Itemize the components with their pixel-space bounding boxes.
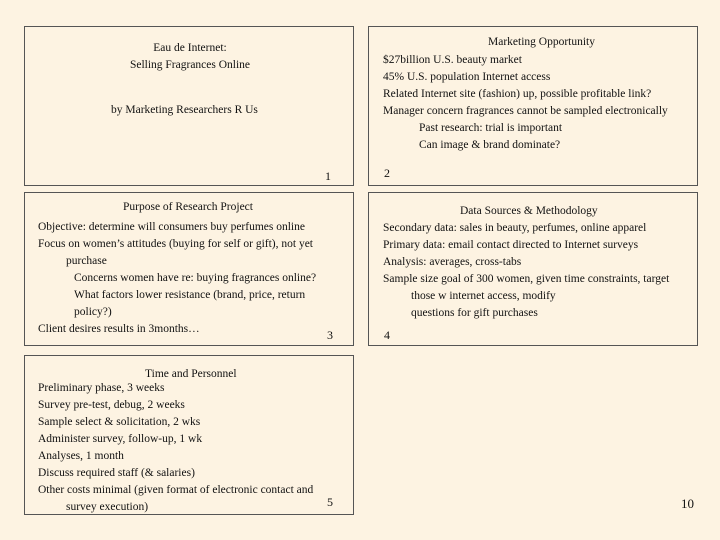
wrapped-line: survey execution) — [66, 501, 149, 513]
slide-2-title: Marketing Opportunity — [488, 36, 595, 48]
slide-5 — [24, 355, 354, 515]
bullet-line: Manager concern fragrances cannot be sampled electronically — [383, 105, 668, 117]
slide-number: 1 — [325, 169, 331, 183]
slide-4-body — [383, 220, 669, 322]
slide-2 — [368, 26, 698, 186]
bullet-line: Discuss required staff (& salaries) — [38, 467, 195, 479]
sub-bullet-line: What factors lower resistance (brand, price, return — [74, 289, 306, 301]
slide-4-title: Data Sources & Methodology — [460, 205, 598, 217]
slide-number: 2 — [384, 166, 390, 180]
title-line: Eau de Internet: — [153, 42, 227, 54]
bullet-line: Sample size goal of 300 women, given time constraints, target — [383, 273, 670, 285]
bullet-line: Analyses, 1 month — [38, 450, 124, 462]
slide-1 — [24, 26, 354, 186]
slide-5-title: Time and Personnel — [145, 368, 237, 380]
bullet-line: Related Internet site (fashion) up, possible profitable link? — [383, 88, 652, 100]
sub-bullet-line: Past research: trial is important — [419, 122, 563, 134]
slide-1-byline: by Marketing Researchers R Us — [111, 104, 258, 116]
bullet-line: Analysis: averages, cross-tabs — [383, 256, 522, 268]
bullet-line: Secondary data: sales in beauty, perfumes, online apparel — [383, 222, 647, 234]
slide-3 — [24, 192, 354, 346]
title-line: Selling Fragrances Online — [129, 59, 251, 71]
bullet-line: Administer survey, follow-up, 1 wk — [38, 433, 203, 445]
slide-5-body — [38, 380, 313, 516]
wrapped-line: questions for gift purchases — [411, 307, 538, 319]
bullet-line: Client desires results in 3months… — [38, 323, 200, 335]
wrapped-line: those w internet access, modify — [411, 290, 556, 302]
slide-3-body — [38, 219, 316, 338]
bullet-line: Objective: determine will consumers buy perfumes online — [38, 221, 305, 233]
sub-bullet-line: Concerns women have re: buying fragrances online? — [74, 272, 317, 284]
page-number: 10 — [681, 496, 694, 511]
bullet-line: Survey pre-test, debug, 2 weeks — [38, 399, 185, 411]
bullet-line: $27billion U.S. beauty market — [383, 54, 522, 66]
bullet-line: Primary data: email contact directed to Internet surveys — [383, 239, 639, 251]
slide-2-body — [383, 52, 668, 154]
bullet-line: Sample select & solicitation, 2 wks — [38, 416, 201, 428]
slide-1-title — [25, 40, 355, 74]
sub-bullet-line: policy?) — [74, 306, 112, 318]
slide-number: 3 — [327, 328, 333, 342]
slide-4 — [368, 192, 698, 346]
bullet-line: Preliminary phase, 3 weeks — [38, 382, 165, 394]
sub-bullet-line: Can image & brand dominate? — [419, 139, 561, 151]
slide-number: 5 — [327, 495, 333, 509]
bullet-line: Other costs minimal (given format of electronic contact and — [38, 484, 314, 496]
slide-3-title: Purpose of Research Project — [123, 201, 253, 213]
bullet-line: 45% U.S. population Internet access — [383, 71, 551, 83]
bullet-line: Focus on women’s attitudes (buying for self or gift), not yet — [38, 238, 314, 250]
wrapped-line: purchase — [66, 255, 107, 267]
slide-number: 4 — [384, 328, 390, 342]
